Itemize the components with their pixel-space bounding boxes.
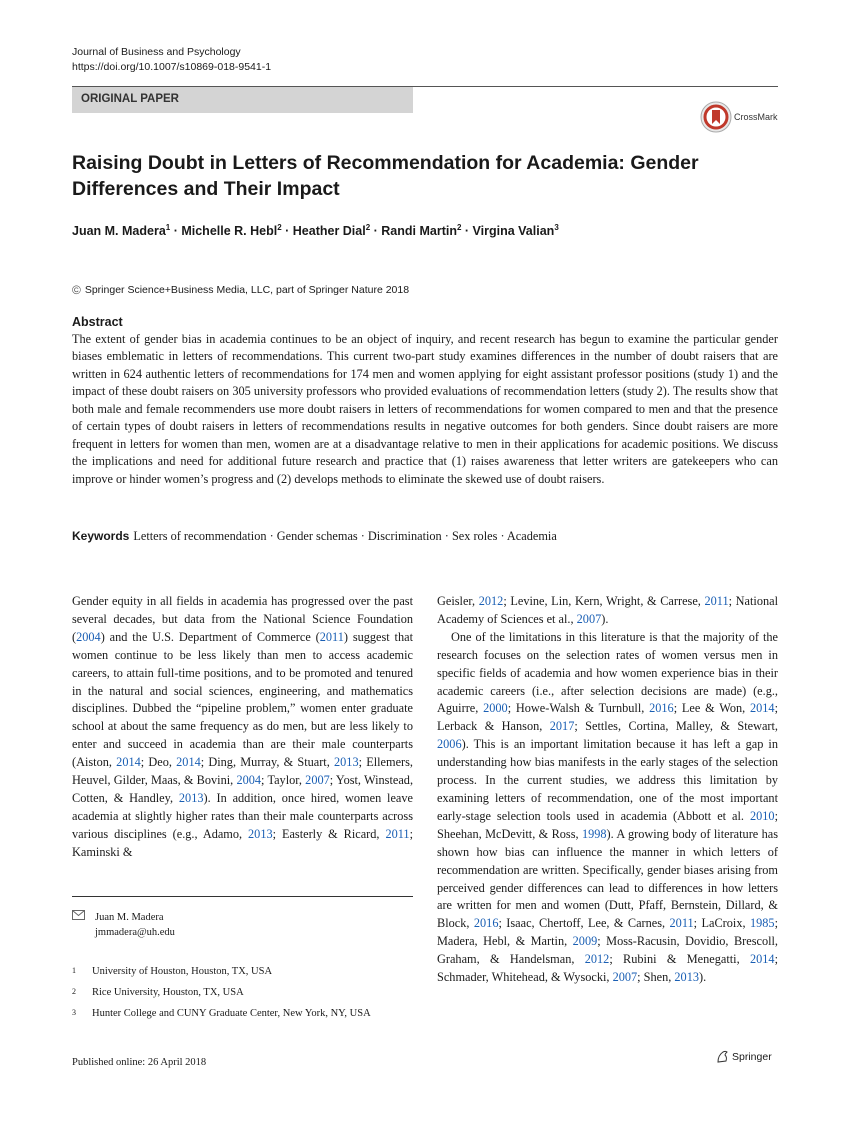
publisher-logo: [716, 1050, 772, 1063]
author-affiliation-ref: 2: [365, 223, 371, 232]
citation-link[interactable]: 1985: [749, 916, 775, 931]
author-separator: ·: [170, 224, 182, 239]
copyright-line: [72, 283, 409, 297]
citation-link[interactable]: 2004: [236, 773, 262, 788]
keywords-items: Letters of recommendation · Gender schemas · Discrimination · Sex roles · Academia: [133, 529, 557, 543]
citation-link[interactable]: 2013: [334, 755, 359, 770]
citation-link[interactable]: 2011: [669, 916, 694, 931]
citation-link[interactable]: 2010: [749, 808, 775, 823]
publisher-name: Springer: [732, 1050, 772, 1063]
abstract-body: The extent of gender bias in academia continues to be an object of inquiry, and recent research has begun to examine the particular gender biases emblematic in letters of recommendations. This current two-part study examines differences in the number of doubt raisers that are written in 624 authentic letters of recommendations for 174 men and women applying for eight assistant professor positions (study 1) and the impact of these doubt raisers on 305 university professors who provided evaluations of recommendation letters (study 2). The results show that both male and female recommenders use more doubt raisers in letters of recommendations for women compared to men and that the presence of certain types of doubt raisers in letters of recommendations results in negative outcomes for both genders. Since doubt raisers are more frequent in letters for women than men, women are at a disadvantage relative to men in their applications for academic positions. We discuss the implications and need for additional future research and practice that (1) raises awareness that letter writers are gatekeepers who can improve or hinder women’s progress and (2) develops methods to eliminate the skewed use of doubt raisers.: [72, 332, 778, 486]
affiliation-number: 1: [72, 966, 76, 975]
footnote-rule: [72, 896, 413, 897]
affiliation: [72, 966, 272, 977]
citation-link[interactable]: 2006: [437, 737, 462, 752]
body-column-right: [437, 593, 778, 987]
citation-link[interactable]: 2011: [385, 826, 410, 841]
author-name[interactable]: Virgina Valian: [472, 224, 555, 239]
affiliation-text: Hunter College and CUNY Graduate Center, New York, NY, USA: [92, 1008, 371, 1019]
section-band: [72, 87, 413, 113]
body-column-left: [72, 593, 413, 862]
corresponding-author: Juan M. Madera: [95, 912, 164, 923]
keywords-line: [72, 529, 557, 544]
author-name[interactable]: Randi Martin: [381, 224, 457, 239]
citation-link[interactable]: 2007: [305, 773, 330, 788]
title-line: Raising Doubt in Letters of Recommendation for Academia: Gender: [72, 152, 699, 174]
citation-link[interactable]: 2000: [483, 701, 508, 716]
author-affiliation-ref: 2: [456, 223, 462, 232]
affiliation-text: Rice University, Houston, TX, USA: [92, 987, 244, 998]
author-name[interactable]: Juan M. Madera: [72, 224, 166, 239]
crossmark-badge[interactable]: [700, 101, 778, 133]
author-separator: ·: [281, 224, 293, 239]
journal-name: Journal of Business and Psychology: [72, 46, 241, 58]
copyright-icon: ©: [72, 283, 81, 297]
author-name[interactable]: Heather Dial: [292, 224, 366, 239]
body-paragraph: Gender equity in all fields in academia has progressed over the past several decades, but data from the National Science Foundation (2004) and the U.S. Department of Commerce (2011) suggest that women continue to be less likely than men to access academic careers, to attain full-time positions, and to be promoted and tenured in the natural and social sciences, engineering, and mathematics disciplines. Dubbed the “pipeline problem,” women enter graduate school at about the same frequency as do men, but are less likely to enter and succeed in academia than are their male counterparts (Aiston, 2014; Deo, 2014; Ding, Murray, & Stuart, 2013; Ellemers, Heuvel, Gilder, Maas, & Bovini, 2004; Taylor, 2007; Yost, Winstead, Cotten, & Handley, 2013). In addition, once hired, women leave academia at slightly higher rates than their male counterparts across various disciplines (e.g., Adamo, 2013; Easterly & Ricard, 2011; Kaminski &: [72, 594, 414, 859]
citation-link[interactable]: 2014: [749, 701, 775, 716]
title-line: Differences and Their Impact: [72, 178, 340, 200]
section-label: ORIGINAL PAPER: [81, 93, 179, 105]
author-affiliation-ref: 2: [277, 223, 282, 232]
author-name[interactable]: Michelle R. Hebl: [181, 224, 278, 239]
envelope-icon: [72, 910, 85, 940]
affiliation-text: University of Houston, Houston, TX, USA: [92, 966, 273, 977]
published-date: Published online: 26 April 2018: [72, 1057, 207, 1068]
doi-link[interactable]: https://doi.org/10.1007/s10869-018-9541-1: [72, 61, 272, 73]
crossmark-label: CrossMark: [734, 112, 778, 122]
citation-link[interactable]: 2013: [674, 970, 699, 985]
citation-link[interactable]: 2017: [549, 719, 575, 734]
affiliation-number: 3: [72, 1008, 76, 1017]
citation-link[interactable]: 2016: [473, 916, 499, 931]
citation-link[interactable]: 2014: [749, 952, 775, 967]
citation-link[interactable]: 2011: [319, 629, 344, 644]
citation-link[interactable]: 2004: [76, 629, 101, 644]
citation-link[interactable]: 2014: [176, 755, 201, 770]
author-affiliation-ref: 3: [554, 223, 559, 232]
citation-link[interactable]: 2009: [572, 934, 598, 949]
citation-link[interactable]: 2012: [478, 594, 504, 608]
citation-link[interactable]: 1998: [581, 826, 607, 841]
author-email[interactable]: jmmadera@uh.edu: [95, 927, 175, 938]
author-affiliation-ref: 1: [165, 223, 171, 232]
correspondence-block: [72, 910, 175, 940]
journal-header: [72, 45, 271, 75]
citation-link[interactable]: 2014: [116, 755, 141, 770]
affiliation: [72, 1008, 371, 1019]
citation-link[interactable]: 2007: [612, 970, 638, 985]
citation-link[interactable]: 2013: [248, 826, 273, 841]
author-separator: ·: [370, 224, 382, 239]
springer-horse-icon: [716, 1050, 729, 1063]
body-paragraph: Geisler, 2012; Levine, Lin, Kern, Wright, & Carrese, 2011; National Academy of Sciences et al., 2007).: [437, 594, 778, 626]
citation-link[interactable]: 2013: [178, 790, 204, 805]
keywords-label: Keywords: [72, 529, 130, 543]
copyright-text: Springer Science+Business Media, LLC, part of Springer Nature 2018: [84, 284, 410, 296]
author-separator: ·: [461, 224, 473, 239]
abstract-heading: Abstract: [72, 315, 123, 329]
crossmark-icon: [700, 101, 732, 133]
citation-link[interactable]: 2011: [704, 594, 729, 608]
affiliation-number: 2: [72, 987, 76, 996]
citation-link[interactable]: 2016: [649, 701, 674, 716]
citation-link[interactable]: 2012: [584, 952, 610, 967]
affiliation: [72, 987, 244, 998]
article-title: [72, 150, 762, 202]
citation-link[interactable]: 2007: [576, 611, 602, 626]
author-list: [72, 223, 559, 238]
body-paragraph: One of the limitations in this literature is that the majority of the research focuses on the selection rates of women versus men in specific fields of academia and how women experience bias in their academic careers (i.e., after selection decisions are made) (e.g., Aguirre, 2000; Howe-Walsh & Turnbull, 2016; Lee & Won, 2014; Lerback & Hanson, 2017; Settles, Cortina, Malley, & Stewart, 2006). This is an important limitation because it has left a gap in understanding how bias manifests in the early stages of the selection process. In the current studies, we address this limitation by examining letters of recommendation, one of the most important early-stage selection tools used in academia (Abbott et al. 2010; Sheehan, McDevitt, & Ross, 1998). A growing body of literature has shown how bias can influence the manner in which letters of recommendation are written. Specifically, gender biases arising from perceived gender differences can lead to differences in how letters are written for men and women (Dutt, Pfaff, Bernstein, Dillard, & Block, 2016; Isaac, Chertoff, Lee, & Carnes, 2011; LaCroix, 1985; Madera, Hebl, & Martin, 2009; Moss-Racusin, Dovidio, Brescoll, Graham, & Handelsman, 2012; Rubini & Menegatti, 2014; Schmader, Whitehead, & Wysocki, 2007; Shen, 2013).: [437, 629, 779, 985]
